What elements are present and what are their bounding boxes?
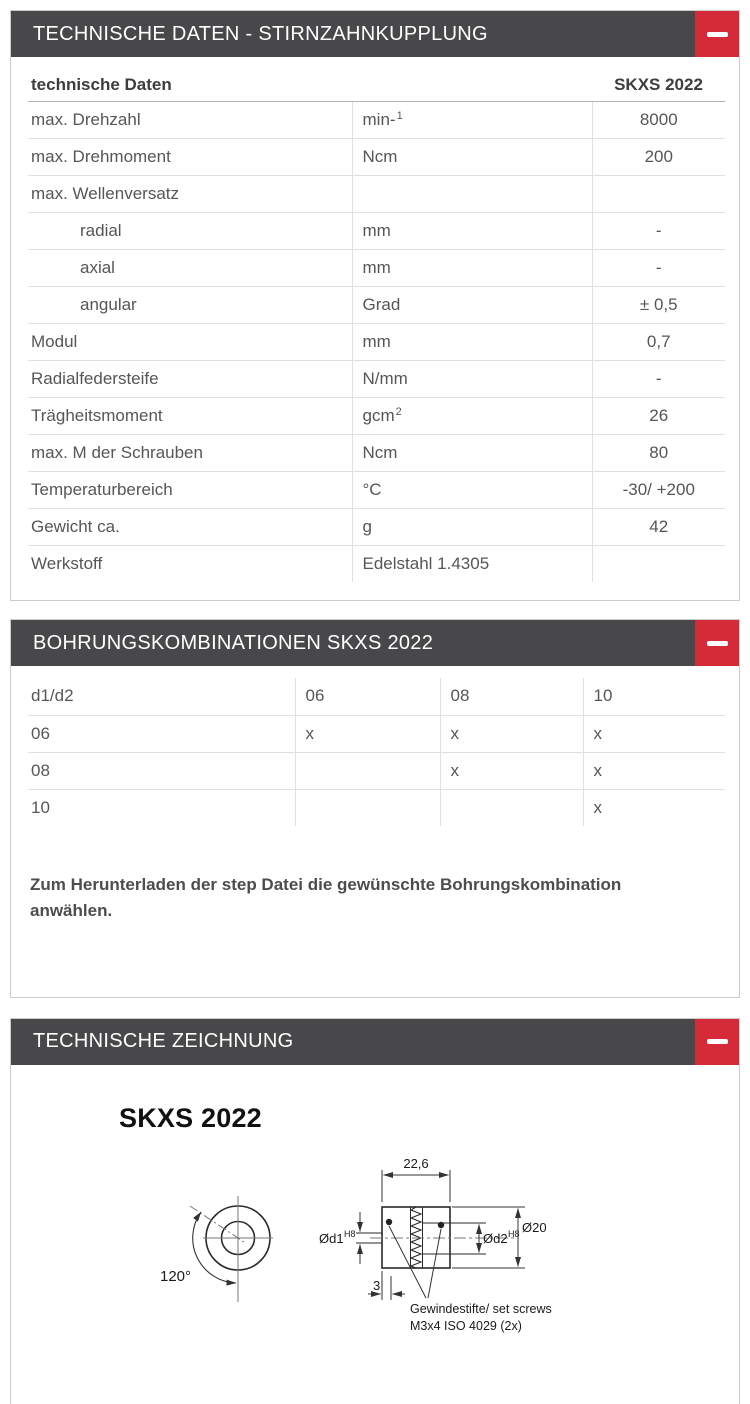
spec-model-header: SKXS 2022 (592, 71, 725, 101)
bore-row (28, 752, 725, 789)
spec-label: radial (28, 212, 352, 249)
spec-label: Werkstoff (31, 553, 103, 573)
spec-value: - (592, 212, 725, 249)
d2-tolerance-label: H8 (508, 1228, 520, 1239)
spec-row (28, 508, 725, 545)
spec-label: max. Drehmoment (28, 138, 352, 175)
spec-value: -30/ +200 (592, 471, 725, 508)
bore-combination-cell[interactable]: x (583, 752, 725, 789)
front-view (190, 1196, 273, 1302)
spec-row (28, 138, 725, 175)
spec-header-spacer (352, 71, 592, 101)
minus-icon (707, 32, 728, 37)
spec-label: angular (28, 286, 352, 323)
minus-icon (707, 1039, 728, 1044)
spec-row (28, 323, 725, 360)
spec-value: 42 (592, 508, 725, 545)
bore-combination-cell[interactable]: x (583, 715, 725, 752)
spec-row (28, 471, 725, 508)
bore-header-row (28, 678, 725, 715)
spec-value: 200 (592, 138, 725, 175)
spec-row (28, 434, 725, 471)
panel-title: TECHNISCHE ZEICHNUNG (33, 1030, 294, 1053)
width-dimension-label: 22,6 (403, 1155, 429, 1171)
collapse-button[interactable] (695, 1019, 739, 1065)
spec-row (28, 175, 725, 212)
spec-value: 26 (592, 397, 725, 434)
spec-label: Radialfedersteife (28, 360, 352, 397)
unit-superscript: 2 (395, 405, 402, 418)
technical-drawing-panel-header[interactable] (11, 1019, 739, 1065)
spec-label: Temperaturbereich (28, 471, 352, 508)
spec-value: - (592, 360, 725, 397)
spec-value: 0,7 (592, 323, 725, 360)
bore-header-10: 10 (583, 678, 725, 715)
bore-empty-cell (295, 789, 440, 826)
bore-header-08: 08 (440, 678, 583, 715)
set-screw-dot (386, 1218, 392, 1224)
spec-label: Modul (28, 323, 352, 360)
technical-data-table (28, 71, 725, 582)
outer-diameter-label: Ø20 (522, 1219, 547, 1235)
spec-row (28, 397, 725, 434)
spec-unit: mm (352, 212, 592, 249)
spec-row (28, 286, 725, 323)
bore-row-label: 06 (28, 715, 295, 752)
spec-value: 8000 (592, 101, 725, 138)
bore-header-d1d2: d1/d2 (28, 678, 295, 715)
spec-value: ± 0,5 (592, 286, 725, 323)
spec-unit (352, 175, 592, 212)
spec-value: 80 (592, 434, 725, 471)
technical-drawing-panel-body (11, 1103, 739, 1355)
bore-combination-cell[interactable]: x (440, 752, 583, 789)
spec-unit: Grad (352, 286, 592, 323)
bore-combination-cell[interactable]: x (440, 715, 583, 752)
technical-data-panel-body (11, 57, 739, 600)
spec-table-title: technische Daten (28, 71, 352, 101)
bore-combinations-table (28, 678, 725, 826)
spec-label: Trägheitsmoment (28, 397, 352, 434)
panel-title: BOHRUNGSKOMBINATIONEN SKXS 2022 (33, 631, 434, 654)
spec-unit: Ncm (352, 434, 592, 471)
spec-label: max. M der Schrauben (28, 434, 352, 471)
spec-label: max. Wellenversatz (28, 175, 352, 212)
spec-row (28, 545, 725, 582)
d1-tolerance-label: H8 (344, 1228, 356, 1239)
spec-row (28, 249, 725, 286)
technical-drawing (130, 1150, 600, 1355)
spec-unit: mm (352, 249, 592, 286)
bore-combinations-panel-header[interactable] (11, 620, 739, 666)
spec-value (592, 545, 725, 582)
collapse-button[interactable] (695, 11, 739, 57)
panel-title: TECHNISCHE DATEN - STIRNZAHNKUPPLUNG (33, 22, 488, 45)
bore-combinations-panel (10, 619, 740, 998)
spec-value (592, 175, 725, 212)
set-screw-note-line1: Gewindestifte/ set screws (410, 1301, 552, 1316)
bore-row (28, 715, 725, 752)
spec-unit: °C (352, 471, 592, 508)
spec-unit: Ncm (352, 138, 592, 175)
spec-label: Gewicht ca. (28, 508, 352, 545)
technical-drawing-panel (10, 1018, 740, 1404)
spec-unit: g (352, 508, 592, 545)
spec-row (28, 360, 725, 397)
spec-label: max. Drehzahl (28, 101, 352, 138)
bore-combination-cell[interactable]: x (295, 715, 440, 752)
screw-offset-label: 3 (373, 1277, 381, 1293)
spec-unit: min-$^1$ (352, 101, 592, 138)
spec-unit: gcm$^2$ (352, 397, 592, 434)
bore-combination-cell[interactable]: x (583, 789, 725, 826)
drawing-model-title: SKXS 2022 (119, 1102, 262, 1133)
collapse-button[interactable] (695, 620, 739, 666)
technical-data-panel-header[interactable] (11, 11, 739, 57)
spec-unit: Edelstahl 1.4305 (352, 545, 592, 582)
bore-empty-cell (295, 752, 440, 789)
spec-label: axial (28, 249, 352, 286)
download-instruction-note: Zum Herunterladen der step Datei die gewünschte Bohrungskombination anwählen. (30, 875, 622, 921)
technical-data-panel (10, 10, 740, 601)
set-screw-note-line2: M3x4 ISO 4029 (2x) (410, 1318, 522, 1333)
unit-superscript: 1 (396, 109, 403, 122)
bore-empty-cell (440, 789, 583, 826)
angle-label: 120° (160, 1267, 192, 1285)
d1-dimension-label: Ød1 (319, 1230, 344, 1246)
minus-icon (707, 641, 728, 646)
spec-row (28, 212, 725, 249)
bore-header-06: 06 (295, 678, 440, 715)
spec-unit: N/mm (352, 360, 592, 397)
bore-row-label: 08 (28, 752, 295, 789)
bore-row (28, 789, 725, 826)
spec-unit: mm (352, 323, 592, 360)
d2-dimension-label: Ød2 (483, 1230, 508, 1246)
spec-row (28, 101, 725, 138)
spec-value: - (592, 249, 725, 286)
bore-row-label: 10 (31, 797, 50, 817)
bore-combinations-panel-body (11, 666, 739, 997)
spec-header-row (28, 71, 725, 101)
